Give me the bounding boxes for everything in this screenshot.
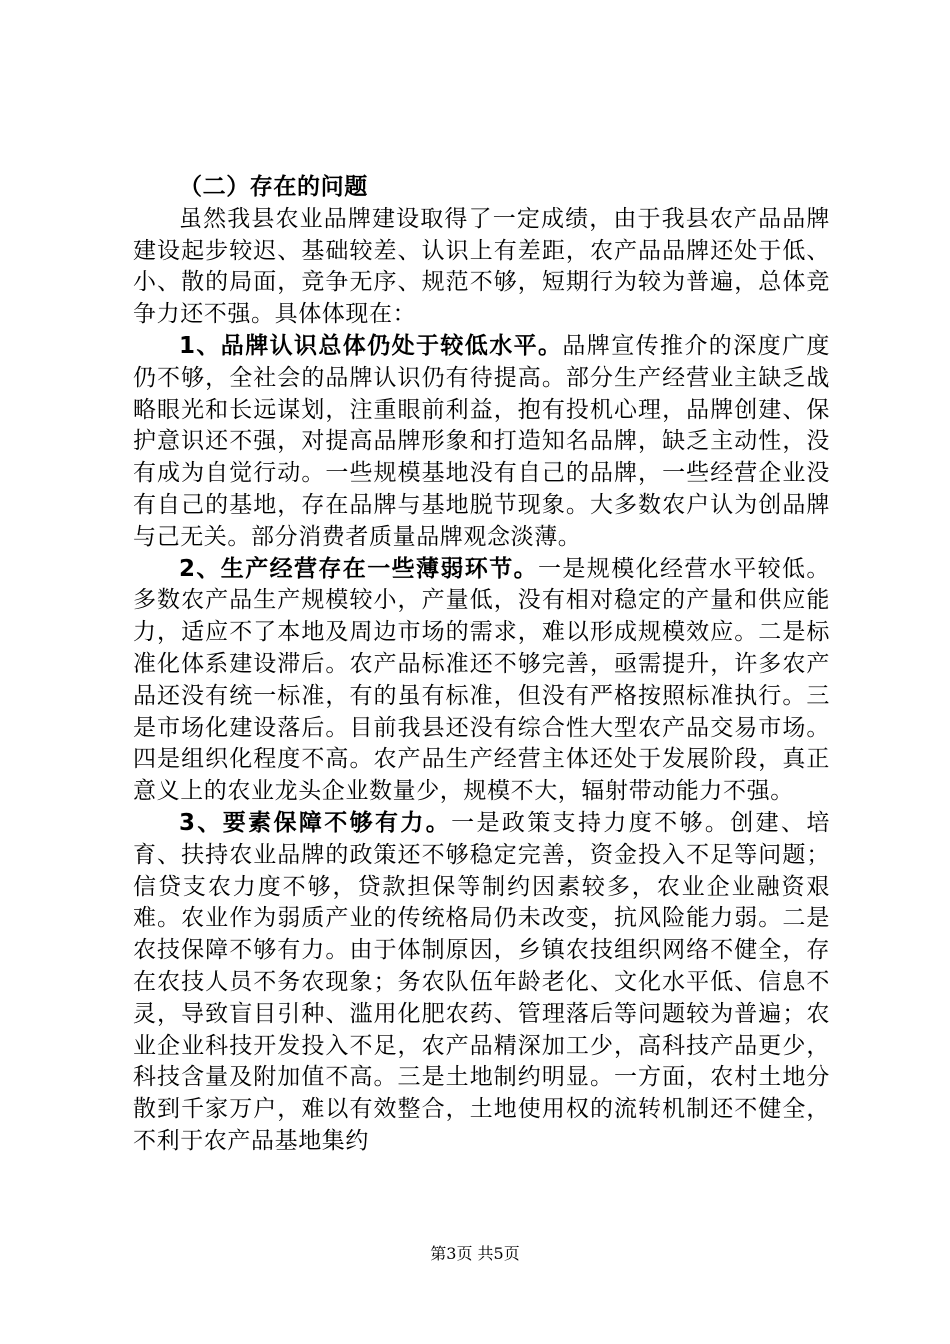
paragraph-factor-support [133,808,830,1158]
paragraph-text: 一是政策支持力度不够。创建、培育、扶持农业品牌的政策还不够稳定完善，资金投入不足等问题；信贷支农力度不够，贷款担保等制约因素较多，农业企业融资艰难。农业作为弱质产业的传统格局仍未改变，抗风险能力弱。二是农技保障不够有力。由于体制原因，乡镇农技组织网络不健全，存在农技人员不务农现象；务农队伍年龄老化、文化水平低、信息不灵，导致盲目引种、滥用化肥农药、管理落后等问题较为普遍；农业企业科技开发投入不足，农产品精深加工少，高科技产品更少，科技含量及附加值不高。三是土地制约明显。一方面，农村土地分散到千家万户，难以有效整合，土地使用权的流转机制还不健全，不利于农产品基地集约 [133,809,830,1154]
paragraph-production-weakness [133,554,830,808]
intro-paragraph: 虽然我县农业品牌建设取得了一定成绩，由于我县农产品品牌建设起步较迟、基础较差、认识上有差距，农产品品牌还处于低、小、散的局面，竞争无序、规范不够，短期行为较为普遍，总体竞争力还不强。具体体现在： [133,205,830,328]
paragraph-text: 品牌宣传推介的深度广度仍不够，全社会的品牌认识仍有待提高。部分生产经营业主缺乏战略眼光和长远谋划，注重眼前利益，抱有投机心理，品牌创建、保护意识还不强，对提高品牌形象和打造知名品牌，缺乏主动性，没有成为自觉行动。一些规模基地没有自己的品牌，一些经营企业没有自己的基地，存在品牌与基地脱节现象。大多数农户认为创品牌与己无关。部分消费者质量品牌观念淡薄。 [133,332,830,550]
page-number-footer: 第3页 共5页 [430,1244,520,1263]
paragraph-text: 一是规模化经营水平较低。多数农产品生产规模较小，产量低，没有相对稳定的产量和供应能力，适应不了本地及周边市场的需求，难以形成规模效应。二是标准化体系建设滞后。农产品标准还不够完善，亟需提升，许多农产品还没有统一标准，有的虽有标准，但没有严格按照标准执行。三是市场化建设落后。目前我县还没有综合性大型农产品交易市场。四是组织化程度不高。农产品生产经营主体还处于发展阶段，真正意义上的农业龙头企业数量少，规模不大，辐射带动能力不强。 [133,555,830,805]
paragraph-lead: 1、品牌认识总体仍处于较低水平。 [179,332,563,359]
paragraph-lead: 3、要素保障不够有力。 [179,809,452,836]
paragraph-lead: 2、生产经营存在一些薄弱环节。 [179,555,538,582]
document-body [133,172,830,1158]
paragraph-brand-awareness [133,331,830,554]
section-heading: （二）存在的问题 [179,174,368,200]
